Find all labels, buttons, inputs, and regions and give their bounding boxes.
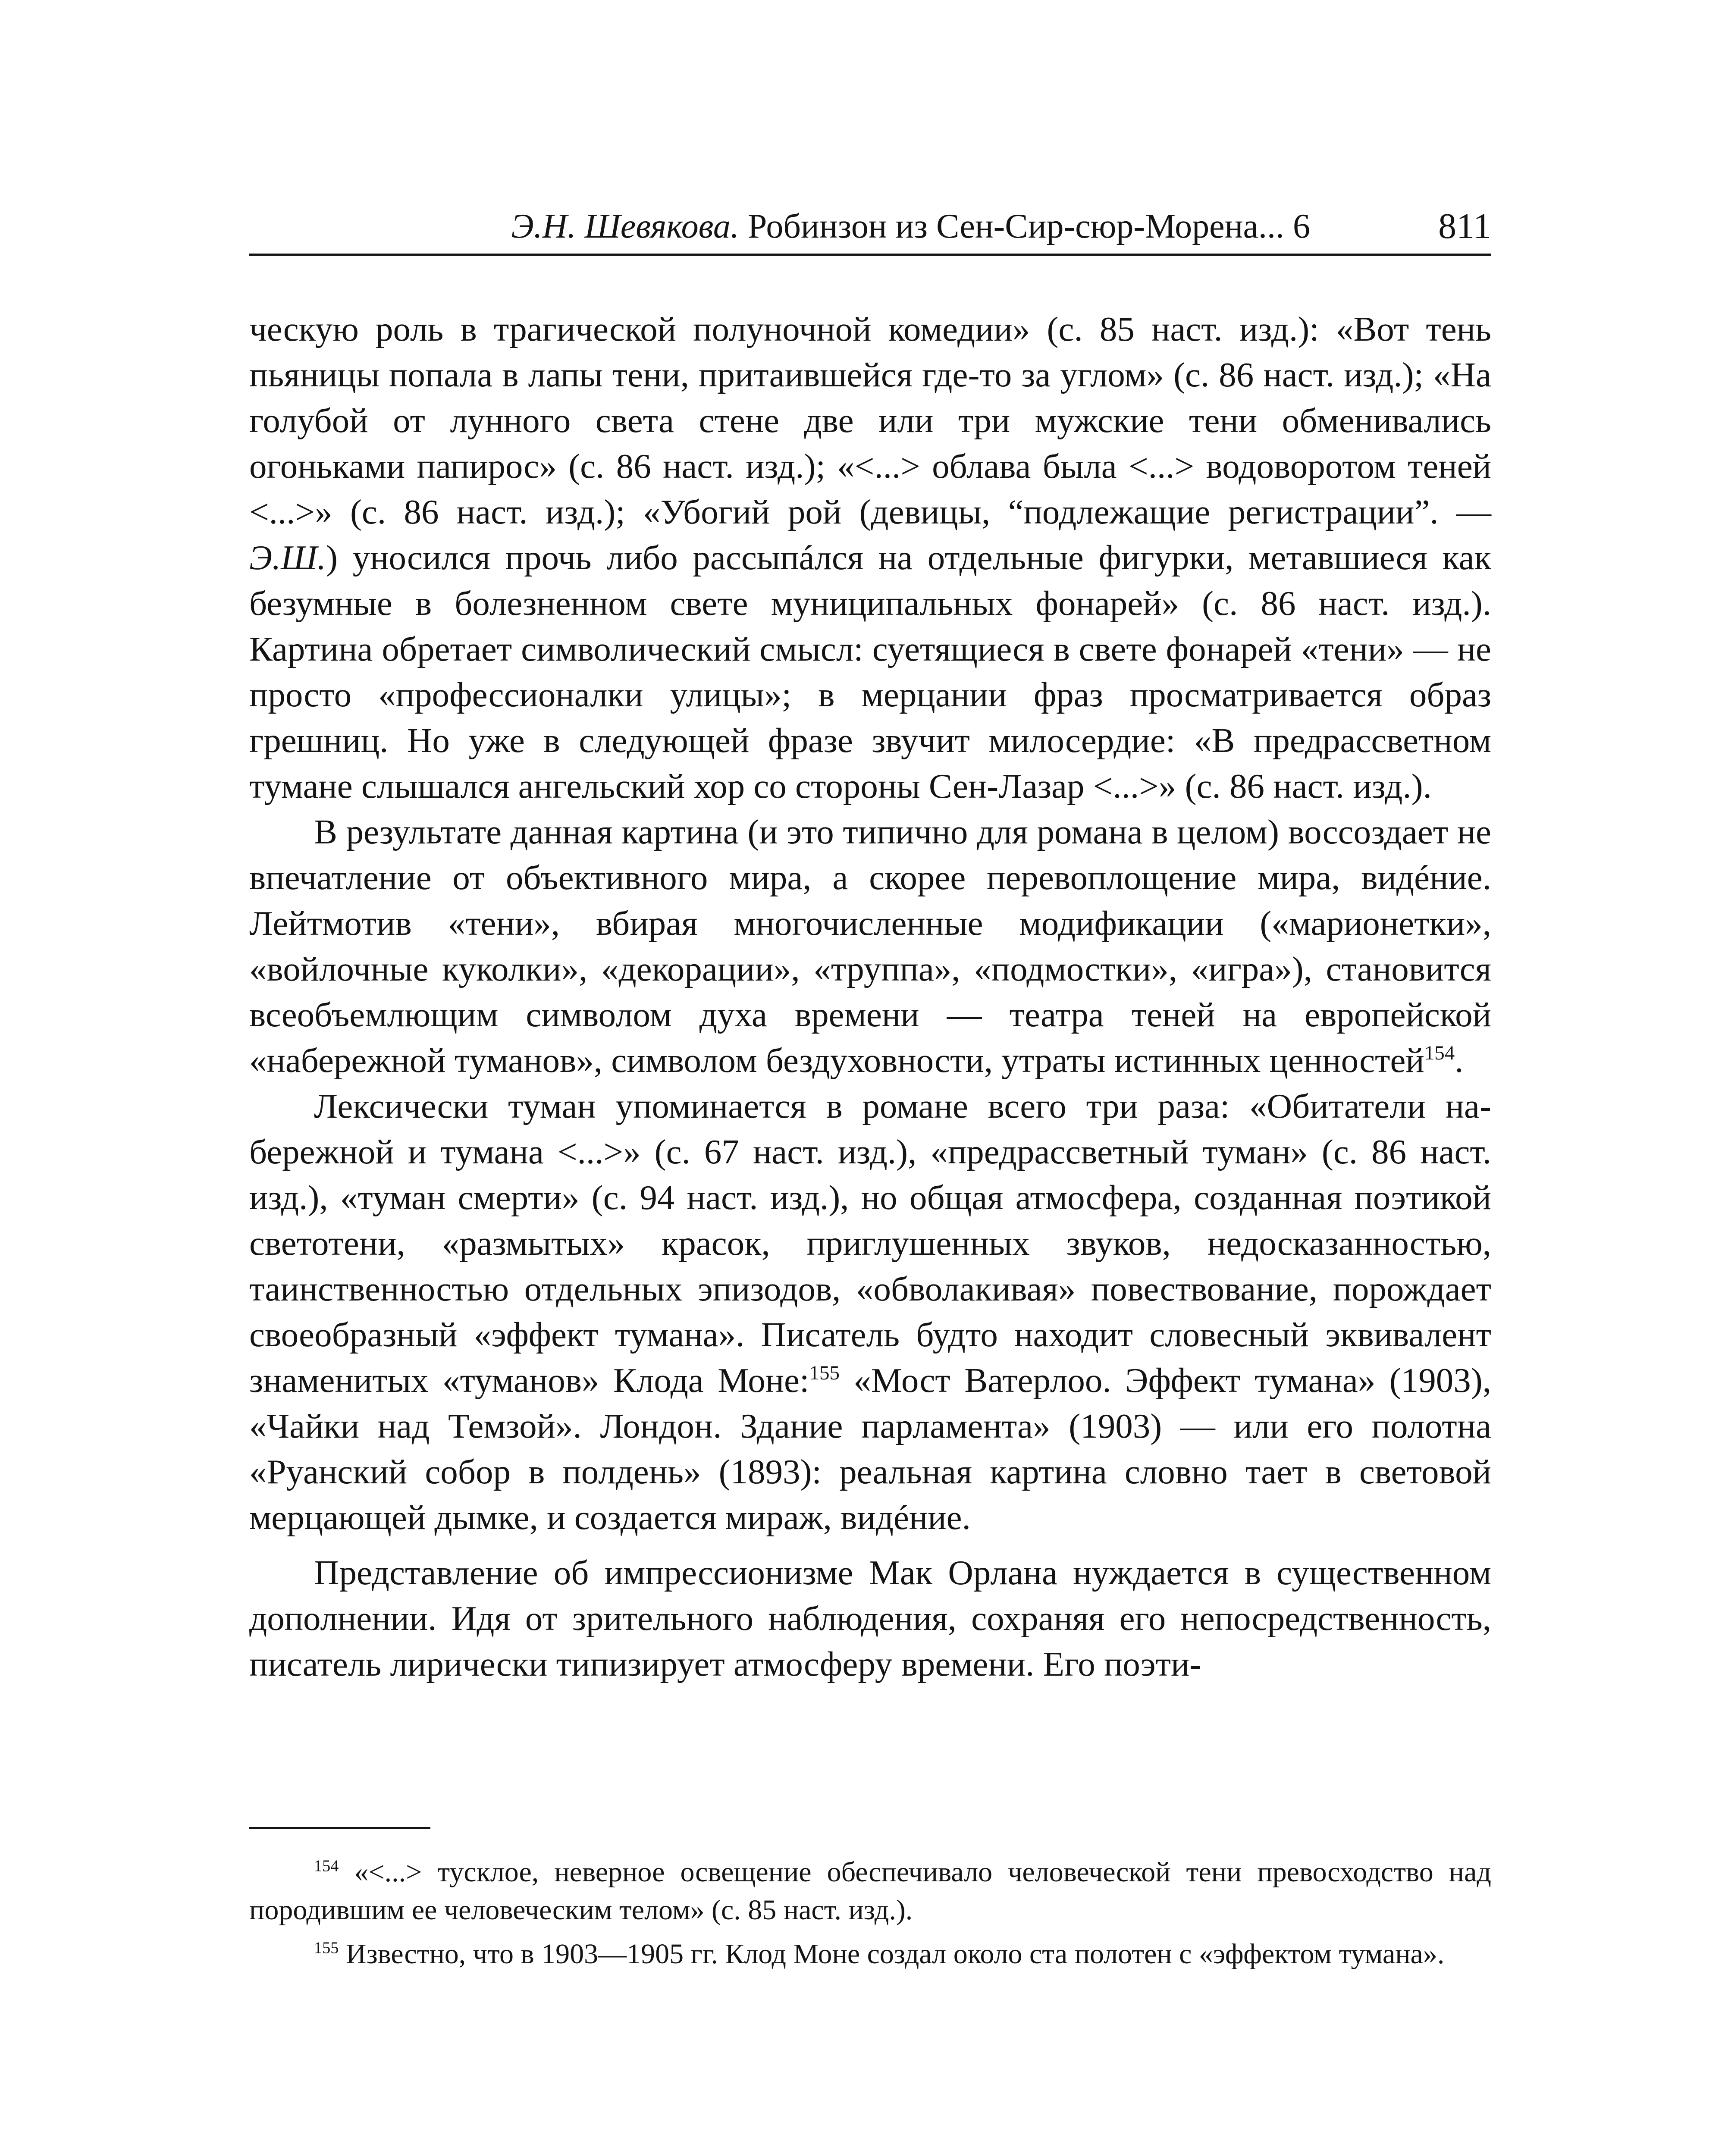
paragraph-4-text: Представление об импрессионизме Мак Орлана нуждается в существенном дополнении. Идя от зрительного наблюдения, сохраняя его непосредственность, писатель лирически типизирует атмосферу времени. Его поэти- [249,1553,1491,1683]
footnote-154 [249,1853,1491,1929]
paragraph-3 [249,1083,1491,1540]
paragraph-3-text: Лексически туман упоминается в романе всего три раза: «Обитатели набережной и тумана <...>» (с. 67 наст. изд.), «предрассветный туман» (с. 86 наст. изд.), «туман смерти» (с. 94 наст. изд.), но общая атмосфера, созданная поэтикой светотени, «размытых» красок, приглушенных звуков, недосказанностью, таинственностью отдельных эпизодов, «обволакивая» повествование, порождает своеобразный «эффект тумана». Писатель будто находит словесный эквивалент знаменитых «туманов» Клода Моне: [249,1087,1491,1400]
paragraph-2 [249,809,1491,1083]
paragraph-3-end: «Мост Ватерлоо. Эффект тумана» (1903), «Чайки над Темзой». Лондон. Здание парламента» (1903) — или его полотна «Руанский собор в полдень» (1893): реальная картина словно тает в световой мерцающей дымке, и создается мираж, видéние. [249,1361,1491,1537]
paragraph-2-end: . [1455,1041,1464,1080]
footnote-text: «<...> тусклое, неверное освещение обеспечивало человеческой тени превосходство над породившим ее человеческим телом» (с. 85 наст. изд.). [249,1856,1491,1926]
running-title [511,198,1310,254]
paragraph-1-part-b: ) уносился прочь либо рассыпáлся на отдельные фигурки, метавшиеся как безумные в болезненном свете муниципальных фонарей» (с. 86 наст. изд.). Картина обретает символический смысл: суетящиеся в свете фонарей «тени» — не просто «профессионалки улицы»; в мерцании фраз просматривается образ грешниц. Но уже в следующей фразе звучит милосердие: «В предрассветном тумане слышался ангельский хор со стороны Сен-Лазар <...>» (с. 86 наст. изд.). [249,538,1491,805]
footnote-number: 154 [314,1857,339,1875]
footnote-number: 155 [314,1939,339,1957]
paragraph-1 [249,306,1491,809]
paragraph-2-text: В результате данная картина (и это типично для романа в целом) воссоздает не впечатление от объективного мира, а скорее перевоплощение мира, видéние. Лейтмотив «тени», вбирая многочисленные модификации («марионетки», «войлочные куколки», «декорации», «труппа», «подмостки», «игра»), становится всеобъемлющим символом духа времени — театра теней на европейской «набережной туманов», символом бездуховности, утраты истинных ценностей [249,812,1491,1080]
running-head [249,198,1491,254]
footnote-ref-154[interactable]: 154 [1424,1041,1455,1064]
footnote-text: Известно, что в 1903—1905 гг. Клод Моне создал около ста полотен с «эффектом тумана». [339,1938,1445,1970]
paragraph-1-part-a: ческую роль в трагической полуночной комедии» (с. 85 наст. изд.): «Вот тень пьяницы попала в лапы тени, притаившейся где-то за углом» (с. 86 наст. изд.); «На голубой от лунного света стене две или три мужские тени обменивались огоньками папирос» (с. 86 наст. изд.); «<...> облава была <...> водоворотом теней <...>» (с. 86 наст. изд.); «Убогий рой (девицы, “подлежащие регистрации”. — [249,310,1491,531]
page-number: 811 [1438,206,1491,246]
running-head-author: Э.Н. Шевякова. [511,207,739,245]
footnotes [249,1853,1491,1979]
footnote-rule [249,1827,430,1829]
header-rule [249,254,1491,256]
running-head-title: Робинзон из Сен-Сир-сюр-Морена... 6 [739,207,1310,245]
footnote-ref-155[interactable]: 155 [809,1361,840,1384]
footnote-155 [249,1935,1491,1973]
paragraph-4 [249,1550,1491,1687]
initials-italic: Э.Ш. [249,538,326,577]
main-text [249,306,1491,1687]
